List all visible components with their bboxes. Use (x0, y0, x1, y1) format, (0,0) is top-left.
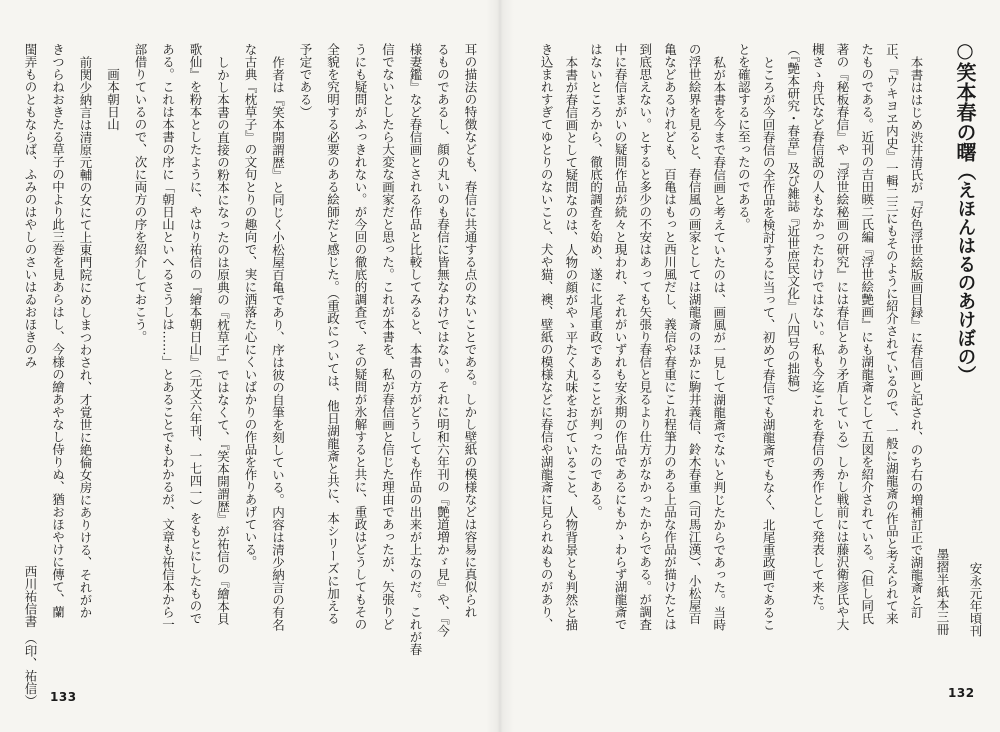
body-text-column: 予定である） (298, 43, 313, 118)
body-text-column: 全貌を究明する必要のある絵師だと感じた。（重政については、他日湖龍斎と共に、本シリーズに加える (325, 43, 341, 625)
entry-date: 安永元年頃刊 (968, 562, 983, 637)
page-132 (500, 0, 1000, 732)
body-text-column: とを確認するに至ったのである。 (736, 43, 752, 231)
body-text-column: 到底思えない。とすると多少の不安はあっても矢張り春信と見るより仕方がなかったからである。が調査 (637, 43, 653, 631)
body-text-column: 私が本書を今まで春信画と考えていたのは、画風が一見して湖龍斎でないと判じたからであった。当時 (711, 55, 727, 631)
quoted-text-column: 前関少納言は清原元輔の女にて上東門院にめしまつわされ、才覚世に絶倫女房にありける、それがか (78, 55, 93, 618)
page-number: 132 (948, 686, 975, 700)
body-text-column: 信でないとしたら大変な画家だと思った。これが本書を、私が春信画と信じた理由であったが、矢張りど (380, 43, 396, 631)
entry-heading (950, 38, 980, 410)
page-number: 133 (50, 690, 77, 704)
body-text-column: 亀などあるけれども、百亀はもっと西川風だし、義信や春重にこれ程筆力のある上品な作品が描けたとは (662, 43, 678, 631)
body-text-column: 槻さゝ舟氏など春信説の人もなかったわけではない。私も今迄これを春信の秀作として発表して来た。 (810, 43, 826, 618)
entry-format: 墨摺半紙本三冊 (935, 548, 950, 636)
body-text-column: 様妻鑑』など春信画とされる作品と比較してみると、本書の方がどうしても作品の出来が上なのだ。これが春 (408, 43, 423, 656)
quoted-text-column: 閨弄ものともならば、ふみのはやしのさいはゐおほきのみ (23, 43, 38, 368)
body-text-column: き込まれすぎてゆとりのないこと、犬や猫、襖、壁紙の模様などに春信や湖龍斎に見られぬものがあり、 (539, 43, 555, 631)
body-text-column: るものであるし、顔の丸いのも春信に皆無なわけではない。それに明和六年刊の『艶道増かゞ見』や、『今 (435, 43, 451, 637)
body-text-column: 歌仙』を粉本としたように、やはり祐信の『繪本朝日山』（元文六年刊、一七四一）をもとにしたもので (188, 43, 203, 625)
body-text-column: 本書が春信画として疑問なのは、人物の顔がやゝ平たく丸味をおびていること、人物背景とも判然と描 (563, 55, 579, 631)
body-text-column: ある。これは本書の序に「朝日山といへるさうしは……」とあることでもわかるが、文章も祐信本から一 (160, 43, 176, 631)
body-text-column: 著の『秘板春信』や『浮世絵秘画の研究』には春信とあり矛盾している）しかし戦前には藤沢衛彦氏や大 (835, 43, 851, 631)
body-text-column: たものである。近刊の吉田暎二氏編『浮世絵艶画』にも湖龍斎として五図を紹介されている。（但し同氏 (859, 43, 875, 625)
body-text-column: うにも疑問がふっきれない。が今回の徹底的調査で、その疑問が氷解すると共に、重政はどうしてもその (353, 43, 368, 631)
body-text-column: 部借りているので、次に両方の序を紹介しておこう。 (133, 43, 148, 343)
body-text-column: な古典『枕草子』の文句とりの趣向で、実に洒落た心にくいばかりの作品を作りあげている。 (243, 43, 258, 568)
body-text-block (533, 43, 928, 663)
signature: 西川祐信書 (23, 565, 38, 628)
body-text-column: 正、『ウキヨヱ内史』一輯二三にもそのように紹介されているので、一般に湖龍斎の作品と考えられて来 (884, 43, 900, 625)
entry-title: ○笑本春の曙 (953, 38, 977, 162)
body-text-column: の浮世絵界を見ると、春信風の画家としては湖龍斎のほかに駒井義信、鈴木春重（司馬江漢）、小松屋百 (687, 43, 703, 625)
body-text-column: （『艶本研究・春章』及び雑誌『近世庶民文化』八四号の拙稿） (785, 43, 801, 400)
body-text-column: 本書ははじめ渋井清氏が『好色浮世絵版画目録』に春信画と記され、のち右の増補訂正で湖龍斎と訂 (909, 55, 924, 618)
body-text-column: はないところから、徹底的調査を始め、遂に北尾重政であることが判ったのである。 (588, 43, 604, 518)
body-text-column: 中に春信まがいの疑問作品が続々と現われ、それがいずれも安永期の作品であるにもかゝわらず湖龍斎で (613, 43, 629, 631)
quoted-title-column: 画本朝日山 (105, 68, 121, 131)
body-text-column: 作者は『笑本開謂歴』と同じく小松屋百亀であり、序は彼の自筆を刻している。内容は清少納言の有名 (270, 55, 286, 631)
entry-reading: （えほんはるのあけぼの） (955, 162, 976, 384)
body-text-column: しかし本書の直接の粉本になったのは原典の『枕草子』ではなくて、『笑本開謂歴』が祐信の『繪本貝 (215, 55, 231, 625)
body-text-block (16, 43, 484, 663)
seal-note: （印、祐信） (23, 632, 38, 707)
quoted-text-column: きつらねおきたる草子の中より此三巻を見あらはし、今様の繪あやなし侍りぬ、猶おほやけに傳て、蘭 (50, 43, 66, 618)
body-text-column: ところが今回春信の全作品を検討するに当って、初めて春信でも湖龍斎でもなく、北尾重政画であるこ (761, 55, 777, 631)
body-text-column: 耳の描法の特徴なども、春信に共通する点のないことである。しかし壁紙の模様などは容易に真似られ (463, 43, 478, 618)
